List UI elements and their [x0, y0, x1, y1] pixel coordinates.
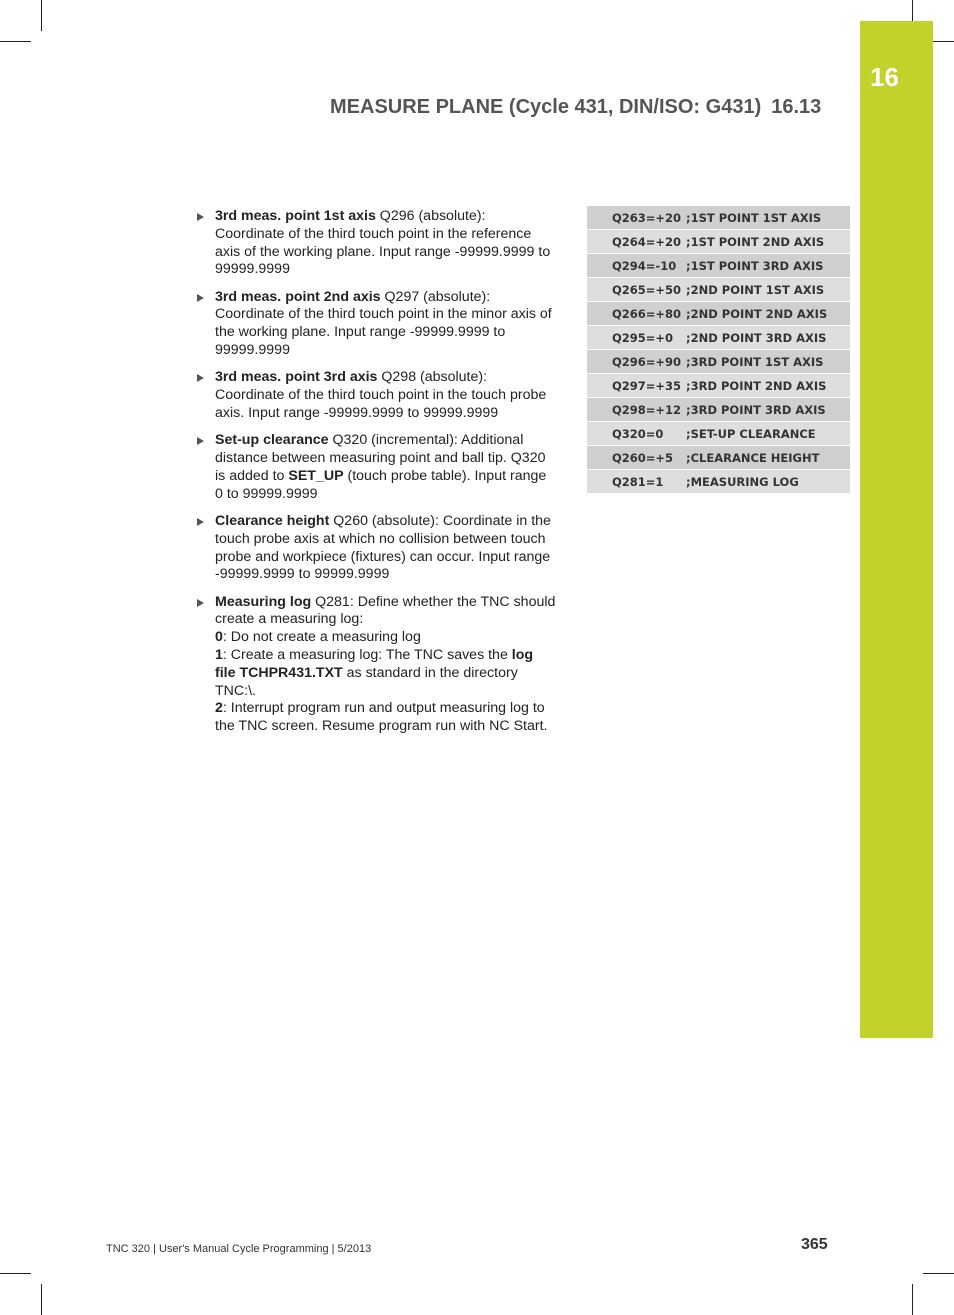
- crop-mark: [912, 0, 913, 21]
- comment-cell: ;3RD POINT 2ND AXIS: [686, 374, 850, 398]
- table-row: [587, 302, 850, 326]
- comment-cell: ;3RD POINT 3RD AXIS: [686, 398, 850, 422]
- comment-cell: ;MEASURING LOG: [686, 470, 850, 494]
- crop-mark: [912, 1284, 913, 1315]
- bullet-arrow-icon: [197, 374, 204, 382]
- table-row: [587, 230, 850, 254]
- param-keyword: SET_UP: [288, 467, 344, 484]
- option-text: : Interrupt program run and output measuring log to the TNC screen. Resume program run with NC Start.: [215, 700, 548, 735]
- param-cell: Q260=+5: [587, 446, 686, 470]
- param-term: Clearance height: [215, 512, 330, 529]
- table-row: [587, 326, 850, 350]
- param-desc: Q297 (absolute): Coordinate of the third touch point in the minor axis of the working plane. Input range -99999.9999 to 99999.9999: [215, 288, 552, 359]
- chapter-number: 16: [870, 62, 899, 92]
- comment-cell: ;1ST POINT 1ST AXIS: [686, 206, 850, 230]
- param-term: 3rd meas. point 3rd axis: [215, 369, 378, 386]
- param-cell: Q263=+20: [587, 206, 686, 230]
- crop-mark: [933, 41, 954, 42]
- param-cell: Q265=+50: [587, 278, 686, 302]
- table-row: [587, 422, 850, 446]
- option-text: : Do not create a measuring log: [222, 629, 421, 646]
- bullet-arrow-icon: [197, 599, 204, 607]
- list-item: [195, 289, 557, 360]
- comment-cell: ;CLEARANCE HEIGHT: [686, 446, 850, 470]
- header-section: 16.13: [771, 96, 822, 118]
- table-row: [587, 446, 850, 470]
- comment-cell: ;1ST POINT 2ND AXIS: [686, 230, 850, 254]
- option-key: 1: [215, 647, 223, 664]
- table-row: [587, 350, 850, 374]
- param-cell: Q320=0: [587, 422, 686, 446]
- param-desc: Q260 (absolute): Coordinate in the touch probe axis at which no collision between touch probe and workpiece (fixtures) can occur. Input range -99999.9999 to 99999.9999: [215, 512, 551, 583]
- comment-cell: ;3RD POINT 1ST AXIS: [686, 350, 850, 374]
- param-cell: Q296=+90: [587, 350, 686, 374]
- crop-mark: [41, 1284, 42, 1315]
- comment-cell: ;2ND POINT 2ND AXIS: [686, 302, 850, 326]
- table-row: [587, 206, 850, 230]
- option-text: : Create a measuring log: The TNC saves the: [222, 647, 512, 664]
- param-cell: Q298=+12: [587, 398, 686, 422]
- table-row: [587, 278, 850, 302]
- option-text: as standard in the directory TNC:\.: [215, 664, 518, 699]
- list-item: [195, 513, 557, 584]
- option-keyword: log file TCHPR431.TXT: [215, 647, 534, 681]
- comment-cell: ;2ND POINT 1ST AXIS: [686, 278, 850, 302]
- bullet-arrow-icon: [197, 294, 204, 302]
- param-desc: Q281: Define whether the TNC should create a measuring log:: [215, 593, 556, 628]
- list-item: [195, 369, 557, 422]
- crop-mark: [41, 0, 42, 31]
- param-desc: Q296 (absolute): Coordinate of the third touch point in the reference axis of the working plane. Input range -99999.9999 to 99999.9999: [215, 208, 551, 278]
- param-term: Measuring log: [215, 593, 312, 610]
- table-row: [587, 470, 850, 494]
- page-header: [330, 96, 821, 119]
- bullet-arrow-icon: [197, 518, 204, 526]
- comment-cell: ;1ST POINT 3RD AXIS: [686, 254, 850, 278]
- param-cell: Q266=+80: [587, 302, 686, 326]
- page-number: 365: [801, 1236, 828, 1253]
- param-cell: Q294=-10: [587, 254, 686, 278]
- crop-mark: [0, 41, 31, 42]
- table-row: [587, 254, 850, 278]
- header-title: MEASURE PLANE (Cycle 431, DIN/ISO: G431): [330, 96, 762, 118]
- param-desc: Q320 (incremental): Additional distance between measuring point and ball tip. Q320 is added to: [215, 432, 546, 484]
- option-key: 2: [215, 700, 223, 717]
- list-item: [195, 594, 557, 736]
- param-term: 3rd meas. point 2nd axis: [215, 288, 381, 305]
- nc-code-table: [587, 206, 850, 494]
- comment-cell: ;2ND POINT 3RD AXIS: [686, 326, 850, 350]
- table-row: [587, 398, 850, 422]
- param-cell: Q295=+0: [587, 326, 686, 350]
- table-row: [587, 374, 850, 398]
- list-item: [195, 208, 557, 279]
- param-term: Set-up clearance: [215, 432, 329, 449]
- param-desc: Q298 (absolute): Coordinate of the third touch point in the touch probe axis. Input range -99999.9999 to 99999.9999: [215, 369, 547, 421]
- crop-mark: [923, 1273, 954, 1274]
- footer-text: TNC 320 | User's Manual Cycle Programming | 5/2013: [106, 1243, 372, 1255]
- param-term: 3rd meas. point 1st axis: [215, 208, 376, 224]
- chapter-tab: [860, 21, 933, 1038]
- bullet-arrow-icon: [197, 213, 204, 221]
- param-desc: (touch probe table). Input range 0 to 99999.9999: [215, 467, 547, 502]
- crop-mark: [0, 1273, 31, 1274]
- param-cell: Q297=+35: [587, 374, 686, 398]
- param-cell: Q281=1: [587, 470, 686, 494]
- parameter-list: [195, 208, 557, 746]
- param-cell: Q264=+20: [587, 230, 686, 254]
- option-key: 0: [215, 629, 223, 646]
- comment-cell: ;SET-UP CLEARANCE: [686, 422, 850, 446]
- bullet-arrow-icon: [197, 437, 204, 445]
- list-item: [195, 432, 557, 503]
